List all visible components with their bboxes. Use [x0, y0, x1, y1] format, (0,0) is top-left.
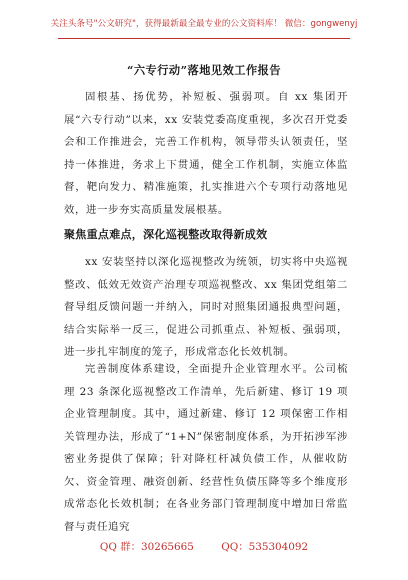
section-heading: 聚焦重点难点，深化巡视整改取得新成效 [64, 228, 268, 241]
paragraph-system-building: 完善制度体系建设，全面提升企业管理水平。公司梳理 23 条深化巡视整改工作清单，先后新建、修订 19 项企业管理制度。其中，通过新建、修订 12 项保密工作相关管理办法，形成了“1+N”保密制度体系，为开拓涉军涉密业务提供了保障；针对降杠杆减负债工作，从催收防欠、资金管理、融资创新、经营性负债压降等多个维度形成常态化长效机制；在各业务部门管理制度中增加日常监督与责任追究 [64, 363, 348, 533]
footer-contacts [0, 538, 408, 553]
header-note: 关注头条号"公文研究"，获得最新最全最专业的公文资料库！ 微信：gongwenyj [50, 19, 358, 29]
paragraph-rectification: xx 安装坚持以深化巡视整改为统领，切实将中央巡视整改、低效无效资产治理专项巡视整改、xx 集团党组第二督导组反馈问题一并纳入，同时对照集团通报典型问题，结合实际举一反三，促进公司抓重点、补短板、强弱项，进一步扎牢制度的笼子，形成常态化长效机制。 [64, 256, 348, 358]
paragraph-intro: 固根基、扬优势，补短板、强弱项。自 xx 集团开展“六专行动”以来，xx 安装党委高度重视，多次召开党委会和工作推进会，完善工作机构，领导带头认领责任，坚持一体推进，务求上下贯通，健全工作机制，实施立体监督，靶向发力、精准施策，扎实推进六个专项行动落地见效，进一步夯实高质量发展根基。 [64, 91, 348, 216]
footer-qq-number: QQ：535304092 [221, 541, 309, 553]
footer-qq-group: QQ 群：30265665 [99, 541, 194, 553]
document-title: “六专行动”落地见效工作报告 [126, 63, 282, 77]
header-divider [58, 38, 350, 39]
